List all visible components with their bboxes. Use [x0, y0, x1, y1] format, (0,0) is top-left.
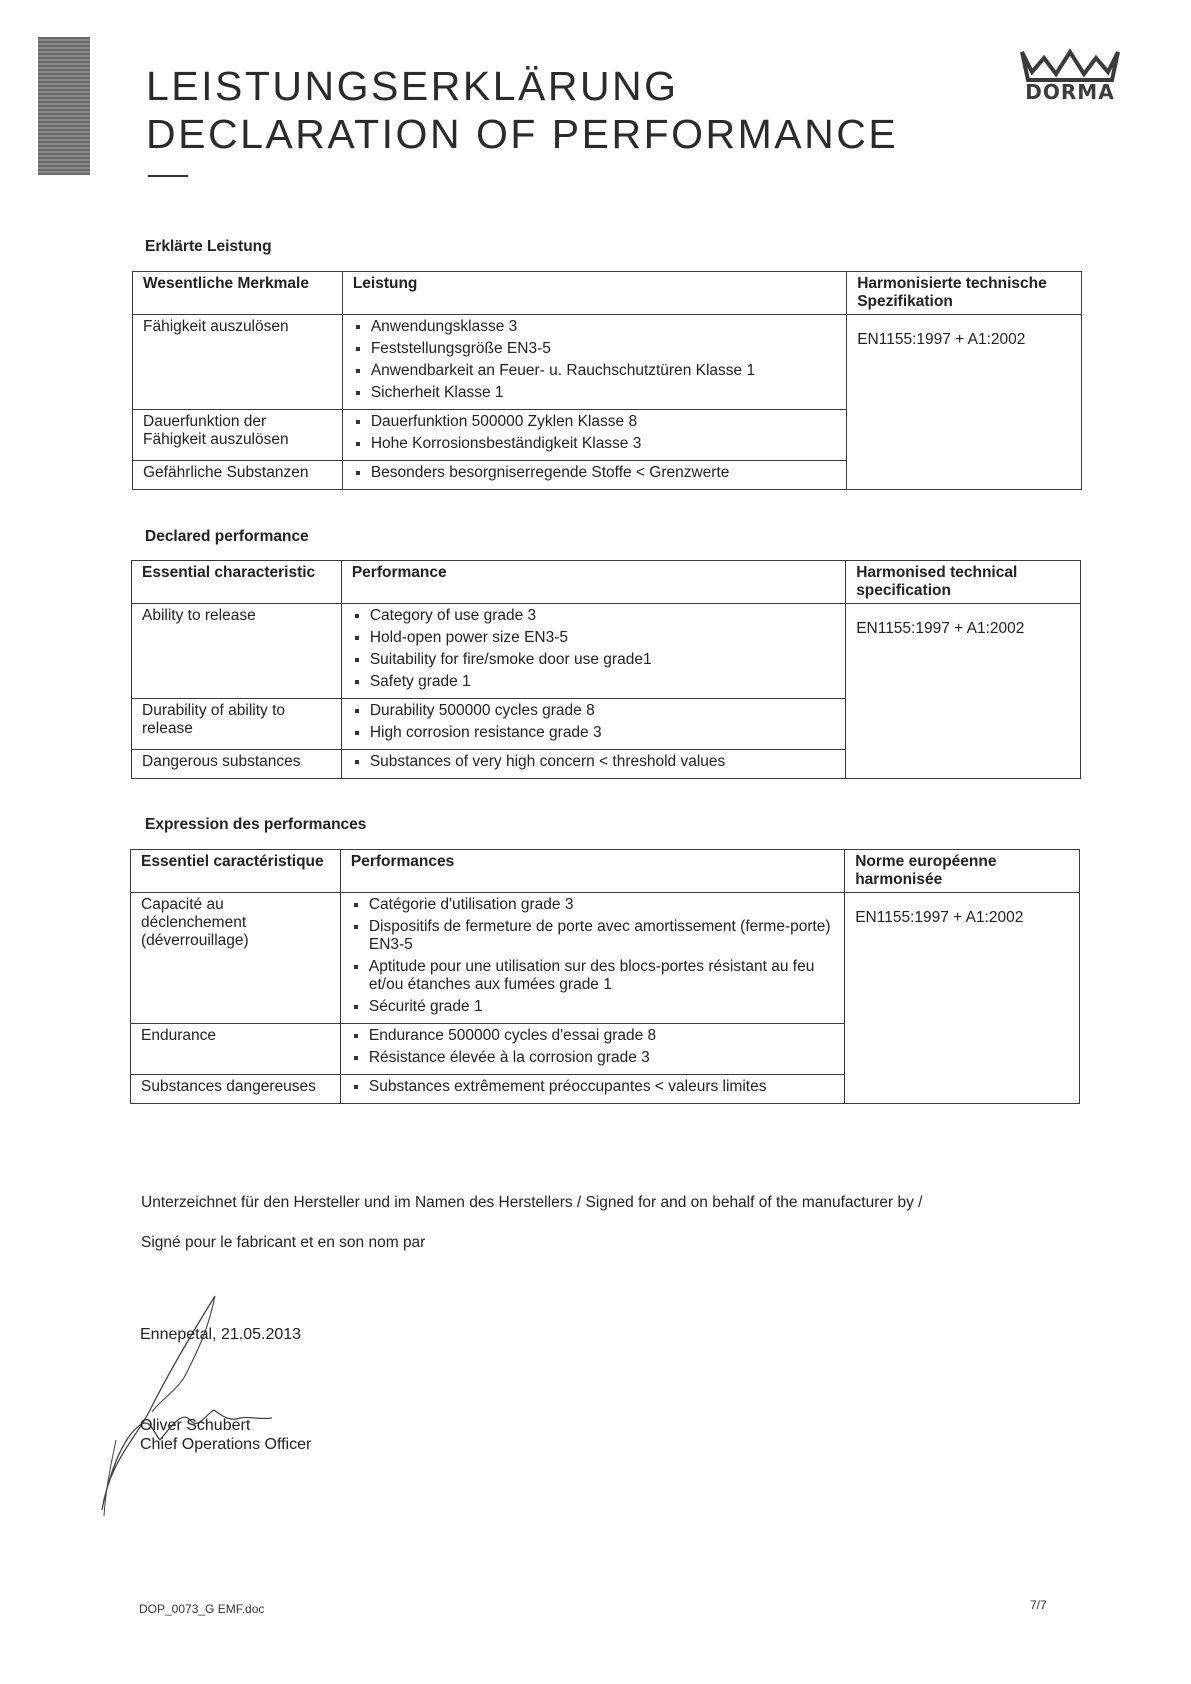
row-characteristic: Capacité au déclenchement (déverrouillage) [131, 893, 341, 1024]
signature-place-date: Ennepetal, 21.05.2013 [140, 1326, 302, 1343]
signer-name: Oliver Schubert [140, 1417, 251, 1434]
list-item: Aptitude pour une utilisation sur des blocs-portes résistant au feu et/ou étanches aux fumées grade 1 [351, 958, 834, 994]
col-header-performance: Performances [340, 850, 844, 893]
table-row [133, 315, 1082, 410]
section-heading-de: Erklärte Leistung [145, 238, 272, 255]
row-performance [342, 461, 846, 490]
crown-icon [1018, 46, 1122, 84]
col-header-performance: Leistung [342, 272, 846, 315]
table-header-row [133, 272, 1082, 315]
performance-table-en [131, 560, 1081, 779]
list-item: Sécurité grade 1 [351, 998, 834, 1016]
row-characteristic: Ability to release [132, 604, 342, 699]
row-characteristic: Endurance [131, 1024, 341, 1075]
signature-statement-fr: Signé pour le fabricant et en son nom par [141, 1234, 426, 1251]
list-item: Besonders besorgniserregende Stoffe < Grenzwerte [353, 464, 836, 482]
list-item: Dispositifs de fermeture de porte avec amortissement (ferme-porte) EN3-5 [351, 918, 834, 954]
list-item: Suitability for fire/smoke door use grade1 [352, 651, 835, 669]
list-item: Hold-open power size EN3-5 [352, 629, 835, 647]
table-row [132, 604, 1081, 699]
document-id: DOP_0073_G EMF.doc [139, 1602, 265, 1616]
performance-table-fr [130, 849, 1080, 1104]
table-header-row [131, 850, 1080, 893]
col-header-performance: Performance [341, 561, 845, 604]
list-item: Anwendungsklasse 3 [353, 318, 836, 336]
list-item: Endurance 500000 cycles d'essai grade 8 [351, 1027, 834, 1045]
col-header-characteristic: Wesentliche Merkmale [133, 272, 343, 315]
table-row [131, 893, 1080, 1024]
row-characteristic: Dangerous substances [132, 750, 342, 779]
signer-block [140, 1416, 311, 1454]
list-item: Résistance élevée à la corrosion grade 3 [351, 1049, 834, 1067]
col-header-spec: Harmonisierte technische Spezifikation [847, 272, 1082, 315]
spec-value: EN1155:1997 + A1:2002 [847, 315, 1082, 490]
spec-value: EN1155:1997 + A1:2002 [846, 604, 1081, 779]
row-characteristic: Gefährliche Substanzen [133, 461, 343, 490]
page-number: 7/7 [1030, 1598, 1047, 1612]
list-item: Anwendbarkeit an Feuer- u. Rauchschutztüren Klasse 1 [353, 362, 836, 380]
handwritten-signature [90, 1290, 290, 1520]
section-heading-fr: Expression des performances [145, 816, 367, 833]
row-performance [342, 315, 846, 410]
col-header-characteristic: Essentiel caractéristique [131, 850, 341, 893]
table-header-row [132, 561, 1081, 604]
list-item: Substances of very high concern < threshold values [352, 753, 835, 771]
row-characteristic: Fähigkeit auszulösen [133, 315, 343, 410]
row-performance [340, 893, 844, 1024]
scan-edge-bar [38, 37, 90, 175]
list-item: Safety grade 1 [352, 673, 835, 691]
list-item: Sicherheit Klasse 1 [353, 384, 836, 402]
row-characteristic: Substances dangereuses [131, 1075, 341, 1104]
col-header-characteristic: Essential characteristic [132, 561, 342, 604]
col-header-spec: Harmonised technical specification [846, 561, 1081, 604]
dorma-logo [1018, 46, 1122, 104]
page-title [146, 62, 898, 158]
list-item: Catégorie d'utilisation grade 3 [351, 896, 834, 914]
section-heading-en: Declared performance [145, 528, 309, 545]
title-german: LEISTUNGSERKLÄRUNG [146, 63, 679, 109]
signer-role: Chief Operations Officer [140, 1436, 312, 1453]
logo-wordmark: DORMA [1025, 80, 1115, 104]
row-performance [341, 699, 845, 750]
col-header-spec: Norme européenne harmonisée [845, 850, 1080, 893]
spec-value: EN1155:1997 + A1:2002 [845, 893, 1080, 1104]
list-item: Durability 500000 cycles grade 8 [352, 702, 835, 720]
list-item: Feststellungsgröße EN3-5 [353, 340, 836, 358]
row-characteristic: Dauerfunktion der Fähigkeit auszulösen [133, 410, 343, 461]
list-item: Hohe Korrosionsbeständigkeit Klasse 3 [353, 435, 836, 453]
list-item: Dauerfunktion 500000 Zyklen Klasse 8 [353, 413, 836, 431]
row-performance [341, 604, 845, 699]
title-english: DECLARATION OF PERFORMANCE [146, 111, 899, 157]
row-performance [340, 1075, 844, 1104]
row-characteristic: Durability of ability to release [132, 699, 342, 750]
list-item: Category of use grade 3 [352, 607, 835, 625]
row-performance [341, 750, 845, 779]
performance-table-de [132, 271, 1082, 490]
list-item: Substances extrêmement préoccupantes < valeurs limites [351, 1078, 834, 1096]
row-performance [342, 410, 846, 461]
signature-statement: Unterzeichnet für den Hersteller und im Namen des Herstellers / Signed for and on behalf of the manufacturer by / [141, 1194, 923, 1211]
list-item: High corrosion resistance grade 3 [352, 724, 835, 742]
title-underline [148, 175, 188, 177]
row-performance [340, 1024, 844, 1075]
